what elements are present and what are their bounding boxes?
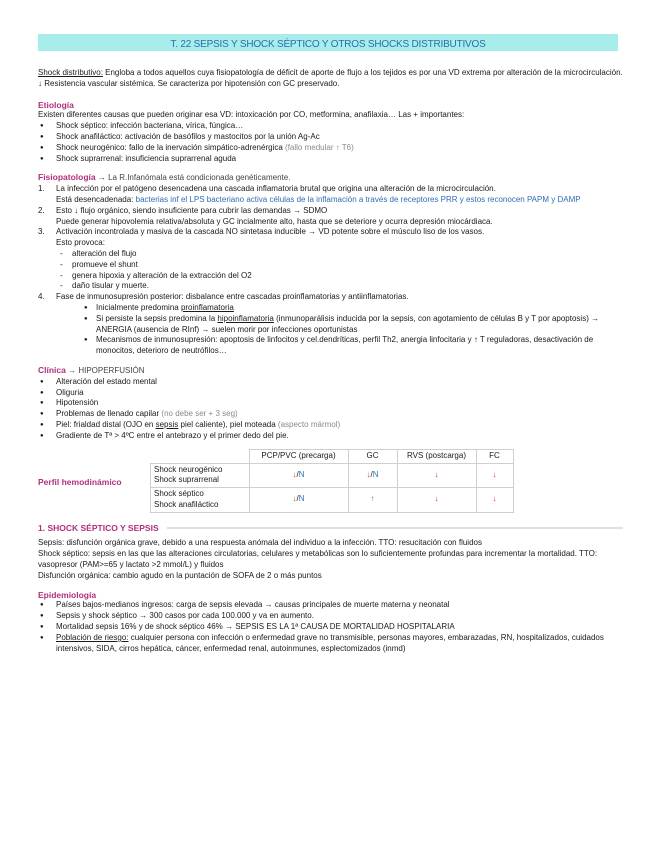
list-item: ● Shock suprarrenal: insuficiencia suprarrenal aguda bbox=[56, 154, 623, 165]
intro-text: Engloba a todos aquellos cuya fisiopatología de déficit de aporte de flujo a los tejidos es por una VD extrema por alteración de la microcirculación. ↓ Resistencia vascular sistémica. Se caracteriza por hipotensión con GC preservado. bbox=[38, 68, 623, 88]
definition-sepsis: Sepsis: disfunción orgánica grave, debido a una respuesta anómala del individuo a la infección. TTO: resucitación con fluidos bbox=[38, 538, 482, 548]
clinica-list bbox=[38, 377, 623, 442]
list-item: 1. La infección por el patógeno desencadena una cascada inflamatoria brutal que origina una alteración de la microcirculación. Está desencadenada: bacterias inf el LPS bacteriano activa células de la inflamación a través de receptores PRR y estos reconocen PAPM y DAMP bbox=[38, 184, 581, 204]
section-1-heading: 1. SHOCK SÉPTICO Y SEPSIS bbox=[38, 523, 623, 534]
table-header-row bbox=[151, 449, 514, 463]
list-item: ● Alteración del estado mental bbox=[56, 377, 623, 388]
table-row: Shock neurogénico Shock suprarrenal ↓/N ↓/N ↓ ↓ bbox=[151, 463, 514, 488]
fisiopatologia-list bbox=[38, 184, 623, 357]
column-header: GC bbox=[348, 449, 397, 463]
etiologia-list bbox=[38, 121, 623, 164]
list-item: ● Hipotensión bbox=[56, 398, 623, 409]
list-item: ● Shock neurogénico: fallo de la inervación simpático-adrenérgica (fallo medular ↑ T6) bbox=[56, 143, 623, 154]
etiologia-lead: Existen diferentes causas que pueden originar esa VD: intoxicación por CO, metformina, anafilaxia… Las + importantes: bbox=[38, 110, 465, 120]
epidemiologia-heading: Epidemiología bbox=[38, 589, 97, 600]
consequences-list: - alteración del flujo - promueve el shunt - genera hipoxia y alteración de la extracción del O2 - daño tisular y muerte. bbox=[56, 249, 623, 292]
title-banner bbox=[38, 34, 618, 51]
column-header: FC bbox=[476, 449, 513, 463]
section-divider bbox=[167, 527, 623, 529]
list-item: ● Oliguria bbox=[56, 388, 623, 399]
intro-paragraph bbox=[38, 68, 623, 90]
section-1-body bbox=[38, 538, 623, 581]
etiologia-heading: Etiología bbox=[38, 99, 74, 110]
column-header: RVS (postcarga) bbox=[397, 449, 476, 463]
column-header: PCP/PVC (precarga) bbox=[249, 449, 348, 463]
list-item: ● Gradiente de Tª > 4ºC entre el antebrazo y el primer dedo del pie. bbox=[56, 431, 623, 442]
epidemiologia-list bbox=[38, 600, 623, 654]
clinica-heading: Clínica → HIPOPERFUSIÓN bbox=[38, 364, 145, 375]
list-item: ● Mortalidad sepsis 16% y de shock séptico 46% → SEPSIS ES LA 1ª CAUSA DE MORTALIDAD HOSPITALARIA bbox=[56, 622, 623, 633]
hemodynamic-label: Perfil hemodinámico bbox=[38, 476, 122, 487]
page-title: T. 22 SEPSIS Y SHOCK SÉPTICO Y OTROS SHOCKS DISTRIBUTIVOS bbox=[170, 39, 486, 50]
list-item: ● Piel: frialdad distal (OJO en sepsis piel caliente), piel moteada (aspecto mármol) bbox=[56, 420, 623, 431]
list-item: 3. Activación incontrolada y masiva de la cascada NO sintetasa inducible → VD potente sobre el músculo liso de los vasos. Esto provoca: - alteración del flujo - promueve el shunt - genera hipoxia y alteración de la extracción del O2 - daño tisular y muerte. bbox=[56, 227, 623, 292]
fisiopatologia-heading: Fisiopatología → La R.Infanómala está condicionada genéticamente. bbox=[38, 172, 291, 183]
hemodynamic-table bbox=[150, 449, 514, 513]
table-row: Shock séptico Shock anafiláctico ↓/N ↑ ↓ ↓ bbox=[151, 488, 514, 513]
list-item: ● Shock séptico: infección bacteriana, vírica, fúngica… bbox=[56, 121, 623, 132]
list-item: ● Población de riesgo: cualquier persona con infección o enfermedad grave no transmisible, personas mayores, embarazadas, RN, hospitalizados, cuidados intensivos, SIDA, cirros hepática, cáncer, enfermedad renal, autoinmunes, esplectomizados (inmd) bbox=[56, 633, 623, 655]
list-item: ● Problemas de llenado capilar (no debe ser + 3 seg) bbox=[56, 409, 623, 420]
list-item: ● Sepsis y shock séptico → 300 casos por cada 100.000 y va en aumento. bbox=[56, 611, 623, 622]
inmunosupresion-list: ● Inicialmente predomina proinflamatoria ● Si persiste la sepsis predomina la hipoinflamatoria (inmunoparálisis inducida por la sepsis, con agotamiento de células B y T por apoptosis) → ANERGIA (ausencia de RInf) → suelen morir por infecciones oportunistas ● Mecanismos de inmunosupresión: apoptosis de linfocitos y cel.dendríticas, perfil Th2, anergia linfocitaria y ↑ T reguladoras, desactivación de monocitos, deterioro de neutrófilos… bbox=[56, 303, 623, 357]
definition-disfuncion: Disfunción orgánica: cambio agudo en la puntación de SOFA de 2 o más puntos bbox=[38, 570, 322, 580]
definition-shock-septico: Shock séptico: sepsis en las que las alteraciones circulatorias, celulares y metabólicas son lo suficientemente profundas para incrementar la mortalidad. TTO: vasopresor (PAM>=65 y lactato >2 mmol/L) y fluidos bbox=[38, 549, 598, 570]
list-item: ● Shock anafiláctico: activación de basófilos y mastocitos por la unión Ag-Ac bbox=[56, 132, 623, 143]
intro-term: Shock distributivo: bbox=[38, 68, 103, 77]
hemodynamic-profile bbox=[38, 449, 623, 513]
list-item: 2. Esto ↓ flujo orgánico, siendo insuficiente para cubrir las demandas → SDMO Puede generar hipovolemia relativa/absoluta y GC incialmente alto, hasta que se deteriore y ocurra depresión miocárdiaca. bbox=[38, 205, 493, 226]
document-body bbox=[38, 68, 623, 654]
list-item: ● Países bajos-medianos ingresos: carga de sepsis elevada → causas principales de muerte materna y neonatal bbox=[56, 600, 623, 611]
list-item: 4. Fase de inmunosupresión posterior: disbalance entre cascadas proinflamatorias y antiinflamatorias. ● Inicialmente predomina proinflamatoria ● Si persiste la sepsis predomina la hipoinflamatoria (inmunoparálisis inducida por la sepsis, con agotamiento de células B y T por apoptosis) → ANERGIA (ausencia de RInf) → suelen morir por infecciones oportunistas ● Mecanismos de inmunosupresión: apoptosis de linfocitos y cel.dendríticas, perfil Th2, anergia linfocitaria y ↑ T reguladoras, desactivación de monocitos, deterioro de neutrófilos… bbox=[56, 292, 623, 357]
